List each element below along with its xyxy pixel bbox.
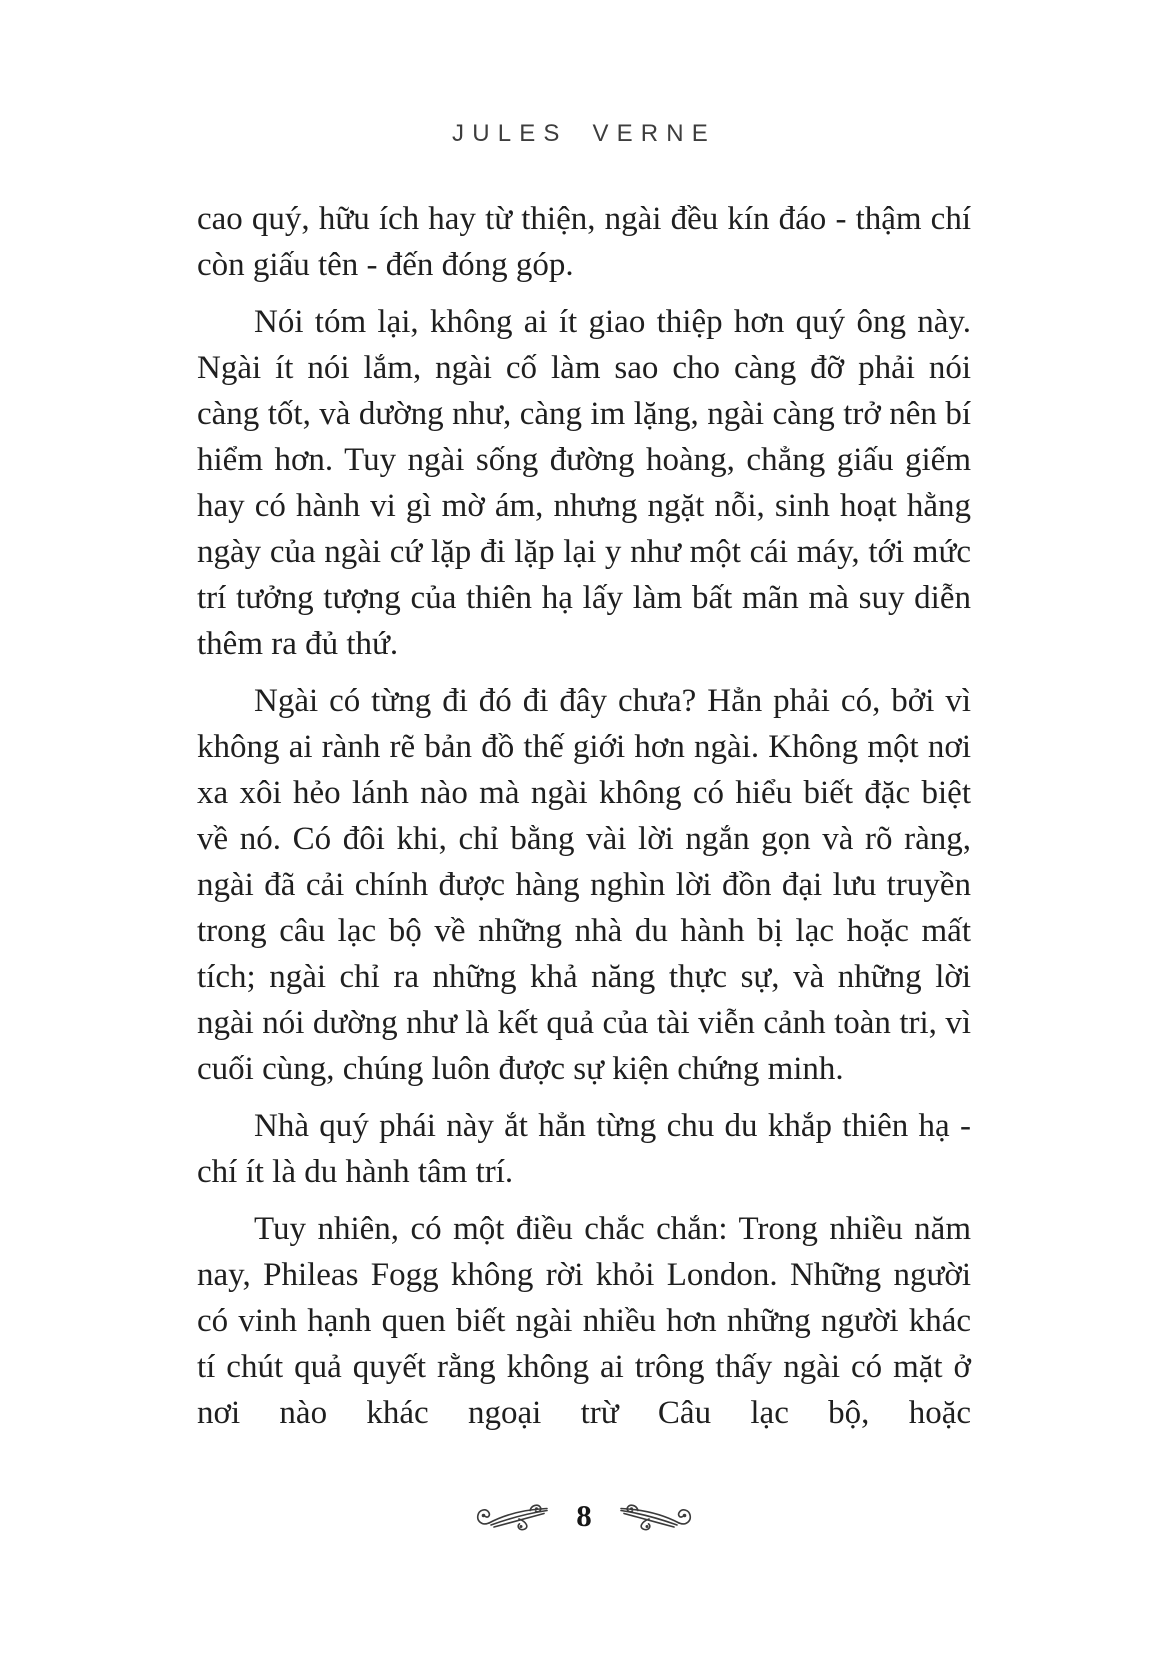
body-text-block <box>197 196 971 1447</box>
flourish-left-icon <box>474 1502 550 1534</box>
body-paragraph: Ngài có từng đi đó đi đây chưa? Hẳn phải có, bởi vì không ai rành rẽ bản đồ thế giới hơn ngài. Không một nơi xa xôi hẻo lánh nào mà ngài không có hiểu biết đặc biệt về nó. Có đôi khi, chỉ bằng vài lời ngắn gọn và rõ ràng, ngài đã cải chính được hàng nghìn lời đồn đại lưu truyền trong câu lạc bộ về những nhà du hành bị lạc hoặc mất tích; ngài chỉ ra những khả năng thực sự, và những lời ngài nói dường như là kết quả của tài viễn cảnh toàn tri, vì cuối cùng, chúng luôn được sự kiện chứng minh. <box>197 683 971 1087</box>
body-paragraph: Tuy nhiên, có một điều chắc chắn: Trong nhiều năm nay, Phileas Fogg không rời khỏi London. Những người có vinh hạnh quen biết ngài nhiều hơn những người khác tí chút quả quyết rằng không ai trông thấy ngài có mặt ở nơi nào khác ngoại trừ Câu lạc bộ, hoặc <box>197 1211 971 1431</box>
flourish-right-icon <box>618 1502 694 1534</box>
page-number: 8 <box>576 1498 592 1533</box>
book-title-header: JULES VERNE <box>452 120 716 147</box>
body-paragraph: Nhà quý phái này ắt hẳn từng chu du khắp thiên hạ - chí ít là du hành tâm trí. <box>197 1108 971 1190</box>
body-paragraph: cao quý, hữu ích hay từ thiện, ngài đều kín đáo - thậm chí còn giấu tên - đến đóng góp. <box>197 201 971 283</box>
body-paragraph: Nói tóm lại, không ai ít giao thiệp hơn quý ông này. Ngài ít nói lắm, ngài cố làm sao cho càng đỡ phải nói càng tốt, và dường như, càng im lặng, ngài càng trở nên bí hiểm hơn. Tuy ngài sống đường hoàng, chẳng giấu giếm hay có hành vi gì mờ ám, nhưng ngặt nỗi, sinh hoạt hằng ngày của ngài cứ lặp đi lặp lại y như một cái máy, tới mức trí tưởng tượng của thiên hạ lấy làm bất mãn mà suy diễn thêm ra đủ thứ. <box>197 304 971 662</box>
page-footer <box>197 1500 971 1535</box>
